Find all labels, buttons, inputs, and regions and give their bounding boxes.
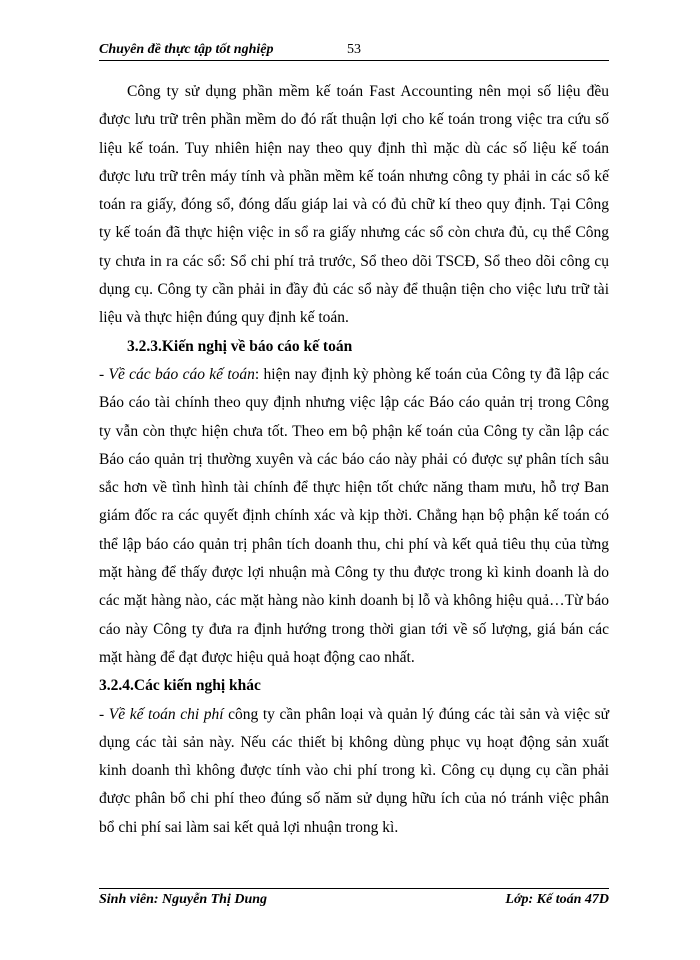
paragraph-reports-lead: - Về các báo cáo kế toán — [99, 365, 255, 383]
section-heading-3-2-3: 3.2.3.Kiến nghị về báo cáo kế toán — [127, 337, 353, 355]
page-header — [99, 40, 609, 62]
footer-class: Lớp: Kế toán 47D — [505, 892, 609, 907]
footer-student: Sinh viên: Nguyễn Thị Dung — [99, 892, 268, 907]
section-heading-3-2-4: 3.2.4.Các kiến nghị khác — [99, 677, 261, 695]
page-number: 53 — [347, 42, 361, 57]
page-footer — [99, 890, 609, 912]
document-body — [99, 78, 609, 842]
header-divider — [99, 60, 609, 61]
paragraph-reports-text: : hiện nay định kỳ phòng kế toán của Công ty đã lập các Báo cáo tài chính theo quy định nhưng việc lập các Báo cáo quản trị trong Công ty vẫn còn thực hiện chưa tốt. Theo em bộ phận kế toán của Công ty cần lập các Báo cáo quản trị thường xuyên và các báo cáo này phải có được sự phân tích sâu sắc hơn về tình hình tài chính để thực hiện tốt chức năng tham mưu, hỗ trợ Ban giám đốc ra các quyết định chính xác và kịp thời. Chẳng hạn bộ phận kế toán có thể lập báo cáo quản trị phân tích doanh thu, chi phí và kết quả tiêu thụ của từng mặt hàng để thấy được lợi nhuận mà Công ty thu được trong kì kinh doanh là do các mặt hàng nào, các mặt hàng nào kinh doanh bị lỗ và không hiệu quả…Từ báo cáo này Công ty đưa ra định hướng trong thời gian tới về số lượng, giá bán các mặt hàng để đạt được hiệu quả hoạt động cao nhất. — [99, 365, 609, 666]
paragraph-accounting-books: Công ty sử dụng phần mềm kế toán Fast Accounting nên mọi số liệu đều được lưu trữ trên phần mềm do đó rất thuận lợi cho kế toán trong việc tra cứu số liệu kế toán. Tuy nhiên hiện nay theo quy định thì mặc dù các số liệu kế toán được lưu trữ trên máy tính và phần mềm kế toán nhưng công ty phải in các sổ kế toán ra giấy, đóng sổ, đóng dấu giáp lai và có đủ chữ kí theo quy định. Tại Công ty kế toán đã thực hiện việc in sổ ra giấy nhưng các sổ còn chưa đủ, cụ thể Công ty chưa in ra các sổ: Sổ chi phí trả trước, Sổ theo dõi TSCĐ, Sổ theo dõi công cụ dụng cụ. Công ty cần phải in đầy đủ các sổ này để thuận tiện cho việc lưu trữ tài liệu và thực hiện đúng quy định kế toán. — [99, 83, 609, 327]
paragraph-costs — [99, 701, 609, 842]
paragraph-costs-text: công ty cần phân loại và quản lý đúng các tài sản và việc sử dụng các tài sản này. Nếu các thiết bị không dùng phục vụ hoạt động sản xuất kinh doanh thì không được tính vào chi phí trong kì. Công cụ dụng cụ cần phải được phân bổ chi phí theo đúng số năm sử dụng hữu ích của nó tránh việc phân bổ chi phí sai làm sai kết quả lợi nhuận trong kì. — [99, 705, 609, 836]
paragraph-costs-lead: - Về kế toán chi phí — [99, 705, 224, 723]
header-title: Chuyên đề thực tập tốt nghiệp — [99, 42, 274, 57]
footer-divider — [99, 888, 609, 889]
paragraph-reports — [99, 361, 609, 672]
